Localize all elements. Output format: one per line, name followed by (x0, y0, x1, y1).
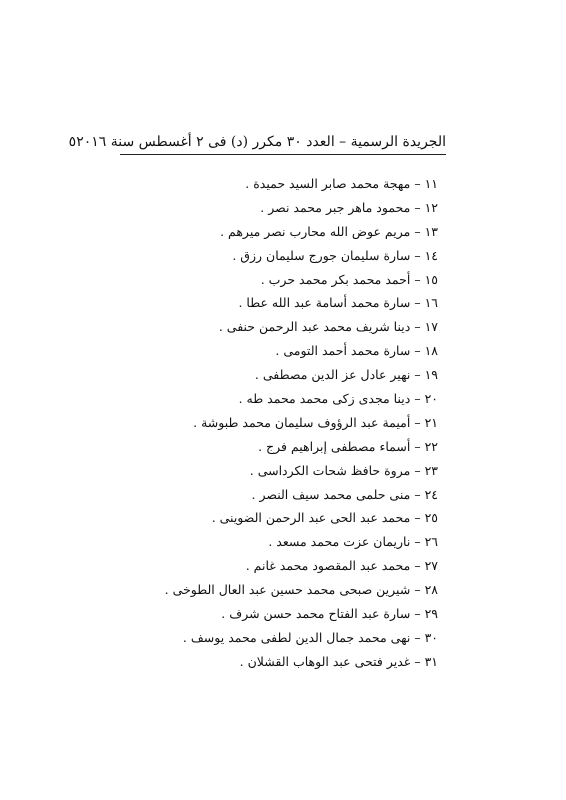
item-separator: – (414, 510, 421, 526)
item-name: سارة سليمان جورج سليمان رزق . (232, 247, 411, 263)
list-item (108, 363, 438, 387)
item-number: ١١ (424, 176, 438, 191)
item-number: ٢٨ (424, 582, 438, 598)
item-number: ٢٥ (424, 510, 438, 526)
item-separator: – (414, 653, 421, 669)
item-number: ٢٣ (424, 462, 438, 478)
item-number: ١٧ (424, 319, 438, 335)
header-divider (120, 154, 446, 155)
item-separator: – (414, 486, 421, 502)
list-item (108, 315, 438, 339)
item-name: نهى محمد جمال الدين لطفى محمد يوسف . (182, 629, 411, 645)
list-item (108, 554, 438, 578)
item-separator: – (414, 414, 421, 430)
item-number: ٣٠ (424, 629, 438, 645)
item-number: ٢٧ (424, 558, 438, 574)
item-number: ١٨ (424, 343, 438, 359)
item-number: ١٥ (424, 271, 438, 287)
list-item (108, 483, 438, 507)
item-separator: – (414, 462, 421, 478)
item-name: أميمة عبد الرؤوف سليمان محمد طبوشة . (193, 414, 411, 430)
list-item (108, 220, 438, 244)
item-separator: – (414, 438, 421, 454)
list-item (108, 411, 438, 435)
item-name: دينا مجدى زكى محمد محمد طه . (238, 391, 411, 407)
item-name: محمود ماهر جبر محمد نصر . (260, 199, 411, 215)
item-number: ٢١ (424, 414, 438, 430)
item-separator: – (414, 319, 421, 335)
item-number: ١٢ (424, 199, 438, 215)
names-list (108, 172, 438, 674)
item-separator: – (414, 343, 421, 359)
item-number: ٢٩ (424, 606, 438, 622)
list-item (108, 172, 438, 196)
item-separator: – (414, 391, 421, 407)
item-number: ١٩ (424, 367, 438, 383)
item-separator: – (414, 176, 421, 191)
item-number: ٢٤ (424, 486, 438, 502)
item-name: منى حلمى محمد سيف النصر . (251, 486, 411, 502)
item-name: محمد عبد الحى عبد الرحمن الضوينى . (211, 510, 411, 526)
list-item (108, 506, 438, 530)
page-header (68, 131, 446, 153)
item-name: سارة محمد أسامة عبد الله عطا . (238, 295, 411, 311)
item-name: أحمد محمد بكر محمد حرب . (260, 271, 411, 287)
item-separator: – (414, 606, 421, 622)
item-separator: – (414, 367, 421, 383)
item-number: ١٦ (424, 295, 438, 311)
item-separator: – (414, 223, 421, 239)
gazette-header-title: الجريدة الرسمية – العدد ٣٠ مكرر (د) فى ٢ أغسطس سنة ٢٠١٦ (76, 134, 446, 150)
item-name: ناريمان عزت محمد مسعد . (268, 534, 411, 550)
item-separator: – (414, 558, 421, 574)
list-item (108, 339, 438, 363)
list-item (108, 602, 438, 626)
item-number: ١٤ (424, 247, 438, 263)
item-name: شيرين صبحى محمد حسين عبد العال الطوخى . (164, 582, 411, 598)
item-separator: – (414, 199, 421, 215)
item-name: مهجة محمد صابر السيد حميدة . (245, 176, 411, 191)
item-separator: – (414, 629, 421, 645)
list-item (108, 196, 438, 220)
list-item (108, 578, 438, 602)
item-number: ٢٠ (424, 391, 438, 407)
item-separator: – (414, 271, 421, 287)
item-name: مروة حافظ شحات الكرداسى . (249, 462, 411, 478)
item-separator: – (414, 247, 421, 263)
list-item (108, 268, 438, 292)
item-name: محمد عبد المقصود محمد غانم . (245, 558, 411, 574)
list-item (108, 387, 438, 411)
item-name: مريم عوض الله محارب نصر ميرهم . (220, 223, 411, 239)
item-name: نهير عادل عز الدين مصطفى . (254, 367, 411, 383)
item-separator: – (414, 295, 421, 311)
list-item (108, 244, 438, 268)
list-item (108, 435, 438, 459)
item-number: ٢٦ (424, 534, 438, 550)
list-item (108, 626, 438, 650)
item-separator: – (414, 534, 421, 550)
page-number: ٥ (68, 134, 77, 150)
item-name: أسماء مصطفى إبراهيم فرج . (258, 438, 411, 454)
item-number: ٢٢ (424, 438, 438, 454)
item-number: ٣١ (424, 653, 438, 669)
item-number: ١٣ (424, 223, 438, 239)
item-name: سارة عبد الفتاح محمد حسن شرف . (221, 606, 411, 622)
list-item (108, 530, 438, 554)
list-item (108, 291, 438, 315)
item-name: غدير فتحى عبد الوهاب القشلان . (239, 653, 411, 669)
list-item (108, 650, 438, 674)
item-name: دينا شريف محمد عبد الرحمن حنفى . (218, 319, 411, 335)
item-name: سارة محمد أحمد التومى . (275, 343, 411, 359)
item-separator: – (414, 582, 421, 598)
list-item (108, 459, 438, 483)
